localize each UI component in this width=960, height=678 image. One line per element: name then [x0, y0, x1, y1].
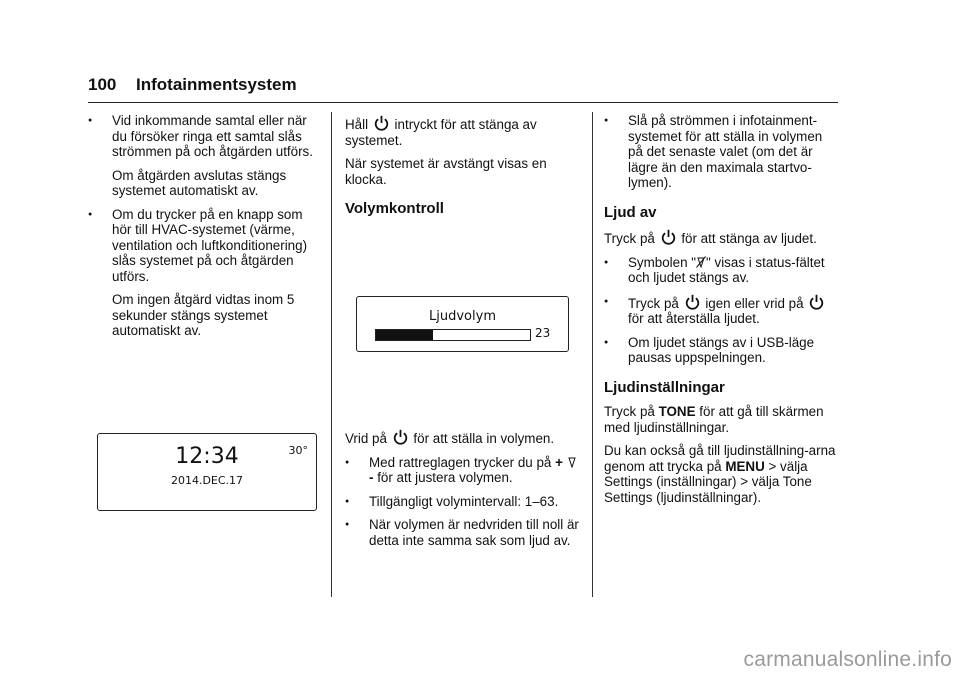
volume-value: 23: [535, 326, 551, 340]
off-paragraph: När systemet är avstängt visas en klocka.: [345, 156, 547, 187]
column-divider-1: [331, 112, 332, 597]
clock-display: [97, 433, 317, 511]
list-item: [88, 207, 324, 285]
menu-button-label: MENU: [725, 458, 765, 474]
volume-display: [356, 296, 569, 352]
column-1: [88, 113, 324, 347]
minus-key: -: [369, 470, 374, 485]
list-item-text: Vid inkommande samtal eller när du försöker ringa ett samtal slås strömmen på och åtgärden utförs.: [112, 113, 313, 159]
minus-key-icon: [567, 456, 577, 468]
power-icon: [374, 115, 389, 132]
bullet: ●: [345, 497, 350, 505]
bullet: ●: [604, 297, 609, 305]
power-icon: [661, 229, 676, 246]
list-item-text: Slå på strömmen i infotainment-systemet för att ställa in volymen på det senaste valet (om det är lägre än den maximala startvo-lymen).: [628, 113, 823, 190]
list-item: [604, 335, 840, 366]
bullet: ●: [604, 117, 609, 124]
bullet: ●: [604, 338, 609, 346]
power-icon: [393, 429, 408, 446]
mute-paragraph: Tryck på för att stänga av ljudet.: [604, 231, 817, 246]
bullet: ●: [88, 210, 93, 218]
watermark: carmanualsonline.info: [743, 648, 952, 671]
list-item-text: Om ljudet stängs av i USB-läge pausas uppspelningen.: [628, 334, 815, 365]
sub-paragraph: Om åtgärden avslutas stängs systemet automatiskt av.: [112, 167, 287, 198]
plus-key: +: [555, 454, 563, 470]
section-heading-audio-settings: Ljudinställningar: [604, 378, 725, 396]
volume-label: Ljudvolym: [429, 309, 496, 324]
list-item: [345, 517, 583, 548]
list-item: ● Symbolen " " visas i status-fältet och ljudet stängs av.: [604, 254, 825, 285]
page-number: 100: [88, 75, 117, 94]
mute-symbol-icon: [696, 256, 706, 268]
volume-bar-fill: [376, 330, 433, 340]
clock-time: 12:34: [175, 444, 239, 469]
sub-paragraph: Om ingen åtgärd vidtas inom 5 sekunder stängs systemet automatiskt av.: [112, 292, 295, 338]
hold-power-paragraph: Håll intryckt för att stänga av systemet.: [345, 117, 537, 148]
section-heading-mute: Ljud av: [604, 203, 657, 221]
list-item-text: Om du trycker på en knapp som hör till HVAC-systemet (värme, ventilation och luftkonditionering) slås systemet på och åtgärden utförs.: [112, 206, 308, 284]
bullet: ●: [345, 458, 350, 466]
turn-paragraph: Vrid på för att ställa in volymen.: [345, 431, 555, 446]
power-icon: [685, 294, 700, 311]
clock-date: 2014.DEC.17: [170, 474, 244, 487]
list-item-text: När volymen är nedvriden till noll är detta inte samma sak som ljud av.: [369, 517, 579, 548]
temperature-readout: 30°: [288, 444, 308, 457]
tone-button-label: TONE: [658, 404, 696, 419]
section-heading-volume: Volymkontroll: [345, 200, 444, 217]
page-header: [88, 70, 838, 103]
list-item: [604, 113, 840, 191]
list-item: ● Med rattreglagen trycker du på + - för att justera volymen.: [345, 455, 583, 486]
bullet: ●: [604, 258, 609, 266]
volume-bar: [375, 329, 531, 341]
list-item: [88, 113, 324, 160]
column-3: [604, 113, 840, 513]
menu-paragraph: Du kan också gå till ljudinställning-arna genom att trycka på MENU > välja Settings (inställningar) > välja Tone Settings (ljudinställningar).: [604, 443, 836, 505]
column-2-lower: [345, 429, 583, 556]
bullet: ●: [88, 117, 93, 124]
column-divider-2: [592, 112, 593, 597]
power-icon: [809, 294, 824, 311]
list-item-text: Tillgängligt volymintervall: 1–63.: [369, 493, 559, 509]
column-2: [345, 115, 583, 226]
tone-paragraph: Tryck på TONE för att gå till skärmen med ljudinställningar.: [604, 404, 824, 435]
page-title: Infotainmentsystem: [136, 75, 297, 94]
bullet: ●: [345, 521, 350, 528]
list-item: [345, 494, 583, 510]
list-item: ● Tryck på igen eller vrid på för att återställa ljudet.: [604, 294, 840, 327]
